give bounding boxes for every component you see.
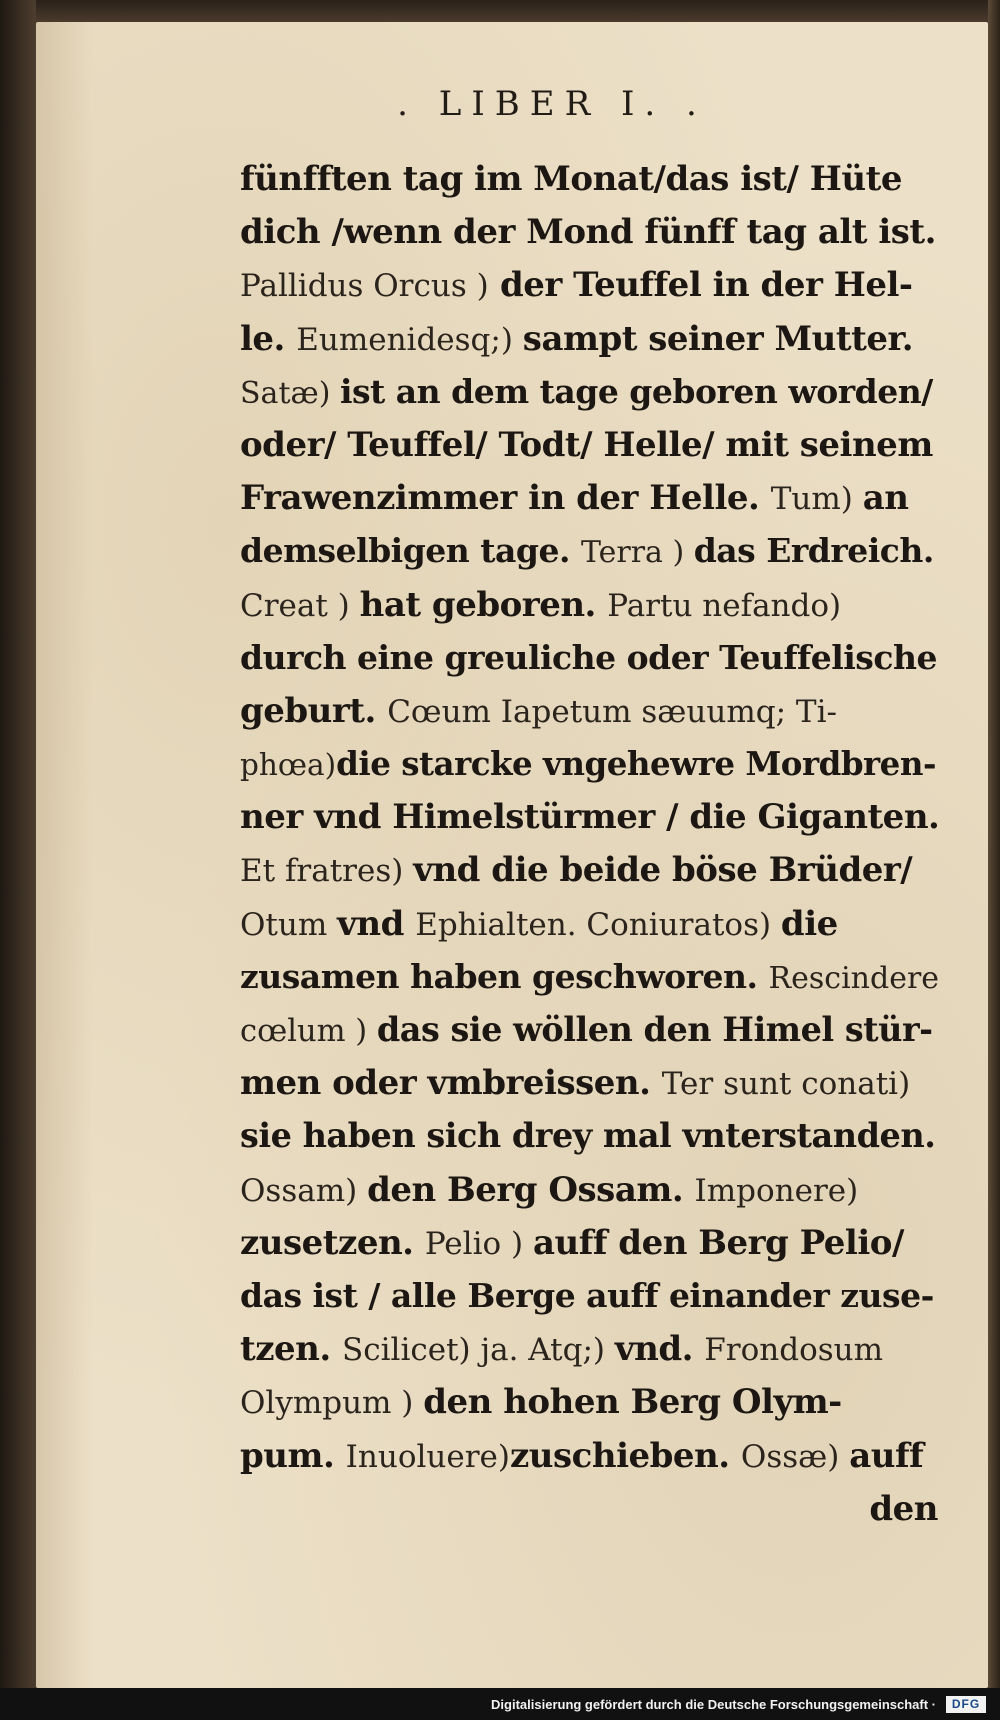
latin-lemma: Terra ) <box>580 535 694 571</box>
german-gloss: tzen. <box>240 1329 343 1370</box>
german-gloss: ist an dem tage geboren worden/ <box>339 371 933 411</box>
german-gloss: zusamen haben geschworen. <box>240 956 769 996</box>
text-line <box>240 1163 940 1216</box>
german-gloss: das ist / alle Berge auff einander zuse- <box>240 1275 934 1315</box>
german-gloss: den Berg Ossam. <box>367 1169 695 1210</box>
german-gloss: sie haben sich drey mal vnterstanden. <box>240 1116 936 1156</box>
text-line <box>240 578 940 631</box>
german-gloss: die <box>780 903 838 944</box>
latin-lemma: Frondosum <box>704 1332 884 1369</box>
german-gloss: ner vnd Himelstürmer / die Giganten. <box>240 797 940 838</box>
latin-lemma: Satæ) <box>240 375 340 411</box>
dfg-logo: DFG <box>946 1696 986 1713</box>
text-line <box>240 1056 940 1109</box>
text-line <box>240 471 940 524</box>
text-line <box>240 843 940 896</box>
latin-lemma: Imponere) <box>694 1172 859 1209</box>
text-line <box>240 152 940 205</box>
german-gloss: fünfften tag im Monat/das ist/ Hüte <box>240 159 902 199</box>
text-line <box>240 1322 940 1375</box>
latin-lemma: Ossam) <box>240 1172 368 1209</box>
german-gloss: oder/ Teuffel/ Todt/ Helle/ mit seinem <box>240 424 933 465</box>
text-line <box>240 365 940 418</box>
latin-lemma: Inuoluere) <box>345 1438 510 1475</box>
latin-lemma: Rescindere <box>768 960 940 996</box>
german-gloss: zuschieben. <box>509 1435 741 1476</box>
text-line <box>240 790 940 843</box>
german-gloss: den hohen Berg Olym- <box>423 1382 842 1423</box>
latin-lemma: Tum) <box>770 481 863 518</box>
latin-lemma: Partu nefando) <box>607 587 842 624</box>
german-gloss: durch eine greuliche oder Teuffelische <box>240 637 937 677</box>
german-gloss: le. <box>240 318 297 359</box>
german-gloss: vnd. <box>614 1329 705 1370</box>
german-gloss: Frawenzimmer in der Helle. <box>240 478 771 519</box>
footer-credit: Digitalisierung gefördert durch die Deutsche Forschungsgemeinschaft · <box>491 1697 936 1712</box>
latin-lemma: Olympum ) <box>240 1385 424 1422</box>
text-line <box>240 950 940 1003</box>
latin-lemma: Et fratres) <box>240 853 414 890</box>
german-gloss: das sie wöllen den Himel stür- <box>376 1010 933 1049</box>
text-line <box>240 1109 940 1162</box>
latin-lemma: Pallidus Orcus ) <box>240 268 489 305</box>
german-gloss: der Teuffel in der Hel- <box>488 265 913 306</box>
latin-lemma: Eumenidesq;) <box>296 321 523 358</box>
german-gloss: die starcke vngehewre Mordbren- <box>336 744 936 784</box>
german-gloss: pum. <box>240 1435 346 1476</box>
latin-lemma: Scilicet) ja. Atq;) <box>342 1332 615 1369</box>
latin-lemma: phœa) <box>240 748 337 783</box>
text-line <box>240 1375 940 1428</box>
text-line <box>240 1216 940 1269</box>
german-gloss: geburt. <box>240 690 388 731</box>
book-spine-shadow <box>0 0 36 1720</box>
latin-lemma: Otum <box>240 906 338 943</box>
german-gloss: dich /wenn der Mond fünff tag alt ist. <box>240 212 936 253</box>
running-head: . LIBER I. . <box>397 84 707 124</box>
text-line <box>240 897 940 950</box>
german-gloss: demselbigen tage. <box>240 531 581 571</box>
latin-lemma: Pelio ) <box>424 1225 533 1262</box>
text-line <box>240 1269 940 1322</box>
german-gloss: auff <box>849 1435 924 1476</box>
book-right-edge <box>988 0 1000 1720</box>
footer-bar <box>0 1688 1000 1720</box>
text-line <box>240 312 940 365</box>
german-gloss: zusetzen. <box>240 1222 425 1263</box>
catchword <box>240 1482 940 1535</box>
german-gloss: vnd die beide böse Brüder/ <box>413 850 913 891</box>
text-line <box>240 737 940 790</box>
latin-lemma: Ephialten. Coniuratos) <box>415 906 781 943</box>
latin-lemma: Ter sunt conati) <box>661 1066 911 1103</box>
latin-lemma: cœlum ) <box>240 1014 377 1049</box>
german-gloss: das Erdreich. <box>693 531 934 571</box>
text-line <box>240 205 940 258</box>
text-line <box>240 1429 940 1482</box>
latin-lemma: Cœum Iapetum sæuumq; Ti- <box>387 693 837 730</box>
german-gloss: hat geboren. <box>359 584 608 625</box>
text-line <box>240 258 940 311</box>
text-line <box>240 631 940 684</box>
text-block <box>240 152 940 1535</box>
text-line <box>240 684 940 737</box>
text-line <box>240 418 940 471</box>
book-page <box>36 22 988 1688</box>
german-gloss: an <box>862 478 909 519</box>
german-gloss: auff den Berg Pelio/ <box>532 1222 904 1263</box>
catchword-text: den <box>869 1488 938 1529</box>
german-gloss: men oder vmbreissen. <box>240 1063 662 1104</box>
text-line <box>240 524 940 577</box>
latin-lemma: Creat ) <box>240 587 360 624</box>
text-line <box>240 1003 940 1056</box>
latin-lemma: Ossæ) <box>740 1438 850 1475</box>
german-gloss: sampt seiner Mutter. <box>522 318 914 359</box>
german-gloss: vnd <box>337 903 416 944</box>
book-top-edge <box>36 0 1000 22</box>
